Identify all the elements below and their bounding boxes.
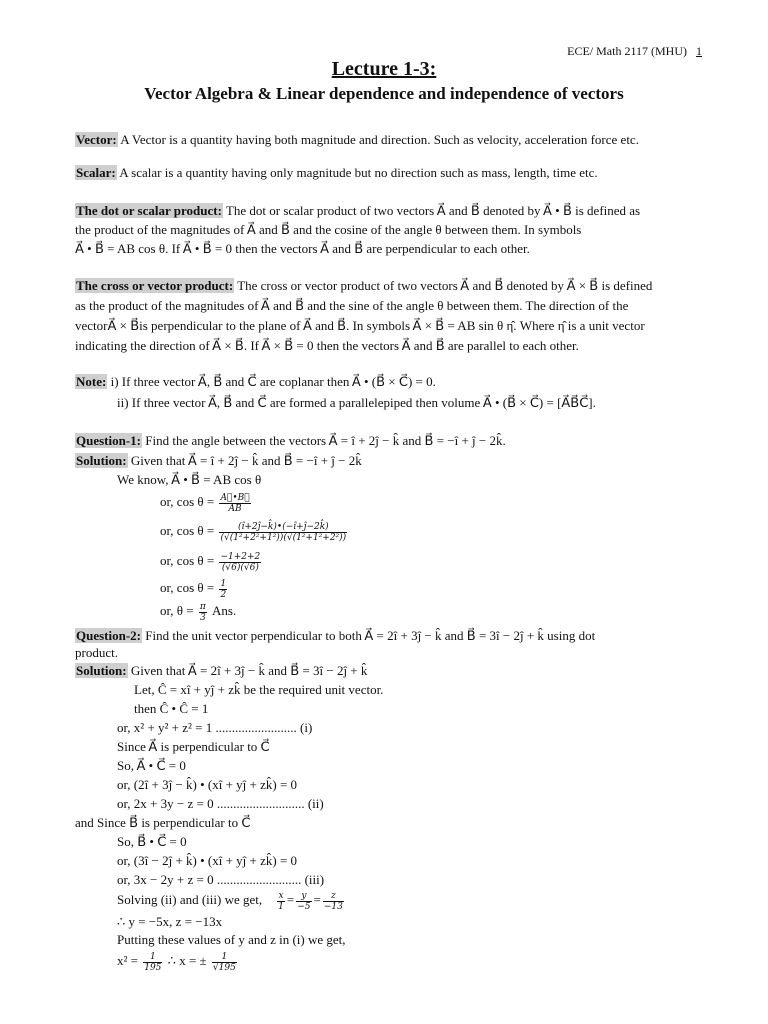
- cross-product-line-1: The cross or vector product: The cross or vector product of two vectors A⃗ and B⃗ denoted by A⃗ × B⃗ is defined: [76, 278, 653, 293]
- q1-step-3: or, cos θ = $\frac{-1+2+2}{(√6)(√6)}$: [160, 551, 261, 573]
- vector-label: Vector:: [76, 132, 117, 147]
- q2-and-since: and Since B⃗ is perpendicular to C⃗: [75, 815, 251, 830]
- fraction: $\frac{x}{1}$: [278, 890, 284, 912]
- q2-eq-3: or, 3x − 2y + z = 0 .......................... (iii): [117, 872, 325, 887]
- lecture-subtitle: Vector Algebra & Linear dependence and independence of vectors: [144, 84, 624, 103]
- q2-eq-2: or, 2x + 3y − z = 0 ........................... (ii): [117, 796, 324, 811]
- q2-putting: Putting these values of y and z in (i) we get,: [117, 932, 346, 947]
- fraction: $\frac{A⃗•B⃗}{AB}$: [220, 492, 250, 514]
- q2-or-2: or, (3î − 2ĵ + k̂) • (xî + yĵ + zk̂) = 0: [117, 853, 298, 868]
- q1-step-5: or, θ = $\frac{\pi}{3}$ Ans.: [160, 601, 237, 623]
- page-header: [567, 44, 702, 59]
- q1-step-2: or, cos θ = $\frac{(î+2ĵ-k̂)•(-î+ĵ-2k̂)}{\text{(√(1²+2²+1²))(√(1²+1²+2²))}}$: [160, 521, 347, 543]
- lecture-title: Lecture 1-3:: [331, 58, 437, 80]
- dot-product-label: The dot or scalar product:: [76, 203, 222, 218]
- q2-so-1: So, A⃗ • C⃗ = 0: [117, 758, 186, 773]
- scalar-definition: [75, 163, 705, 183]
- question-2-line-1: Question-2: Find the unit vector perpendicular to both A⃗ = 2î + 3ĵ − k̂ and B⃗ = 3î − 2ĵ + k̂ using dot: [76, 628, 596, 643]
- dot-product-line-3: A⃗ • B⃗ = AB cos θ. If A⃗ • B⃗ = 0 then the vectors A⃗ and B⃗ are perpendicular to each other.: [75, 241, 530, 256]
- q2-therefore: ∴ y = −5x, z = −13x: [117, 914, 223, 929]
- fraction: $\frac{1}{√195}$: [212, 951, 236, 973]
- fraction: $\frac{\pi}{3}$: [199, 601, 206, 623]
- question-2-line-2: product.: [75, 645, 118, 660]
- dot-product-line-1: The dot or scalar product: The dot or scalar product of two vectors A⃗ and B⃗ denoted by A⃗ • B⃗ is defined as: [76, 203, 641, 218]
- q1-step-4: or, cos θ = $\frac{1}{2}$: [160, 578, 227, 600]
- page-number: 1: [696, 44, 702, 58]
- fraction: $\frac{z}{-13}$: [323, 890, 343, 912]
- q2-since: Since A⃗ is perpendicular to C⃗: [117, 739, 270, 754]
- vector-text: A Vector is a quantity having both magnitude and direction. Such as velocity, acceleration force etc.: [117, 132, 639, 147]
- note-line-2: ii) If three vector A⃗, B⃗ and C⃗ are formed a parallelepiped then volume A⃗ • (B⃗ × C⃗) = [A⃗B⃗C⃗].: [117, 395, 596, 410]
- cross-product-line-2: as the product of the magnitudes of A⃗ and B⃗ and the sine of the angle θ between them. The direction of the: [75, 298, 629, 313]
- note-line-1: Note: i) If three vector A⃗, B⃗ and C⃗ are coplanar then A⃗ • (B⃗ × C⃗) = 0.: [76, 374, 436, 389]
- fraction: $\frac{y}{-5}$: [297, 890, 311, 912]
- cross-product-line-3: vectorA⃗ × B⃗is perpendicular to the plane of A⃗ and B⃗. In symbols A⃗ × B⃗ = AB sin θ η̂. Where η̂ is a unit vector: [75, 318, 645, 333]
- fraction: $\frac{(î+2ĵ-k̂)•(-î+ĵ-2k̂)}{\text{(√(1²+2²+1²))(√(1²+1²+2²))}}$: [220, 521, 347, 543]
- solution-1-label: Solution:: [76, 453, 127, 468]
- q1-we-know: We know, A⃗ • B⃗ = AB cos θ: [117, 472, 262, 487]
- cross-product-line-4: indicating the direction of A⃗ × B⃗. If A⃗ × B⃗ = 0 then the vectors A⃗ and B⃗ are parallel to each other.: [75, 338, 579, 353]
- q2-solving: Solving (ii) and (iii) we get, $\frac{x}{1}$ = $\frac{y}{-5}$ = $\frac{z}{-13}$: [117, 890, 343, 912]
- question-1: Question-1: Find the angle between the vectors A⃗ = î + 2ĵ − k̂ and B⃗ = −î + ĵ − 2k̂.: [76, 433, 506, 448]
- scalar-label: Scalar:: [76, 165, 116, 180]
- course-ref: ECE/ Math 2117 (MHU): [567, 44, 687, 58]
- fraction: $\frac{1}{195}$: [144, 951, 162, 973]
- cross-product-label: The cross or vector product:: [76, 278, 234, 293]
- fraction: $\frac{1}{2}$: [220, 578, 227, 600]
- q2-then: then Ĉ • Ĉ = 1: [134, 701, 209, 716]
- scalar-text: A scalar is a quantity having only magnitude but no direction such as mass, length, time etc.: [116, 165, 598, 180]
- question-2-label: Question-2:: [76, 628, 141, 643]
- question-2-solution: Solution: Given that A⃗ = 2î + 3ĵ − k̂ and B⃗ = 3î − 2ĵ + k̂: [76, 663, 368, 678]
- q1-step-1: or, cos θ = $\frac{A⃗•B⃗}{AB}$: [160, 492, 250, 514]
- question-1-label: Question-1:: [76, 433, 141, 448]
- dot-product-line-2: the product of the magnitudes of A⃗ and B⃗ and the cosine of the angle θ between them. In symbols: [75, 222, 582, 237]
- q2-eq-1: or, x² + y² + z² = 1 ......................... (i): [117, 720, 313, 735]
- vector-definition: [75, 130, 705, 150]
- q2-final: x² = $\frac{1}{195}$ ∴ x = ± $\frac{1}{√195}$: [117, 951, 236, 973]
- q2-so-2: So, B⃗ • C⃗ = 0: [117, 834, 187, 849]
- question-1-solution: Solution: Given that A⃗ = î + 2ĵ − k̂ and B⃗ = −î + ĵ − 2k̂: [76, 453, 362, 468]
- q2-let: Let, Ĉ = xî + yĵ + zk̂ be the required unit vector.: [134, 682, 384, 697]
- fraction: $\frac{-1+2+2}{(√6)(√6)}$: [220, 551, 261, 573]
- note-label: Note:: [76, 374, 107, 389]
- solution-2-label: Solution:: [76, 663, 127, 678]
- q2-or-1: or, (2î + 3ĵ − k̂) • (xî + yĵ + zk̂) = 0: [117, 777, 298, 792]
